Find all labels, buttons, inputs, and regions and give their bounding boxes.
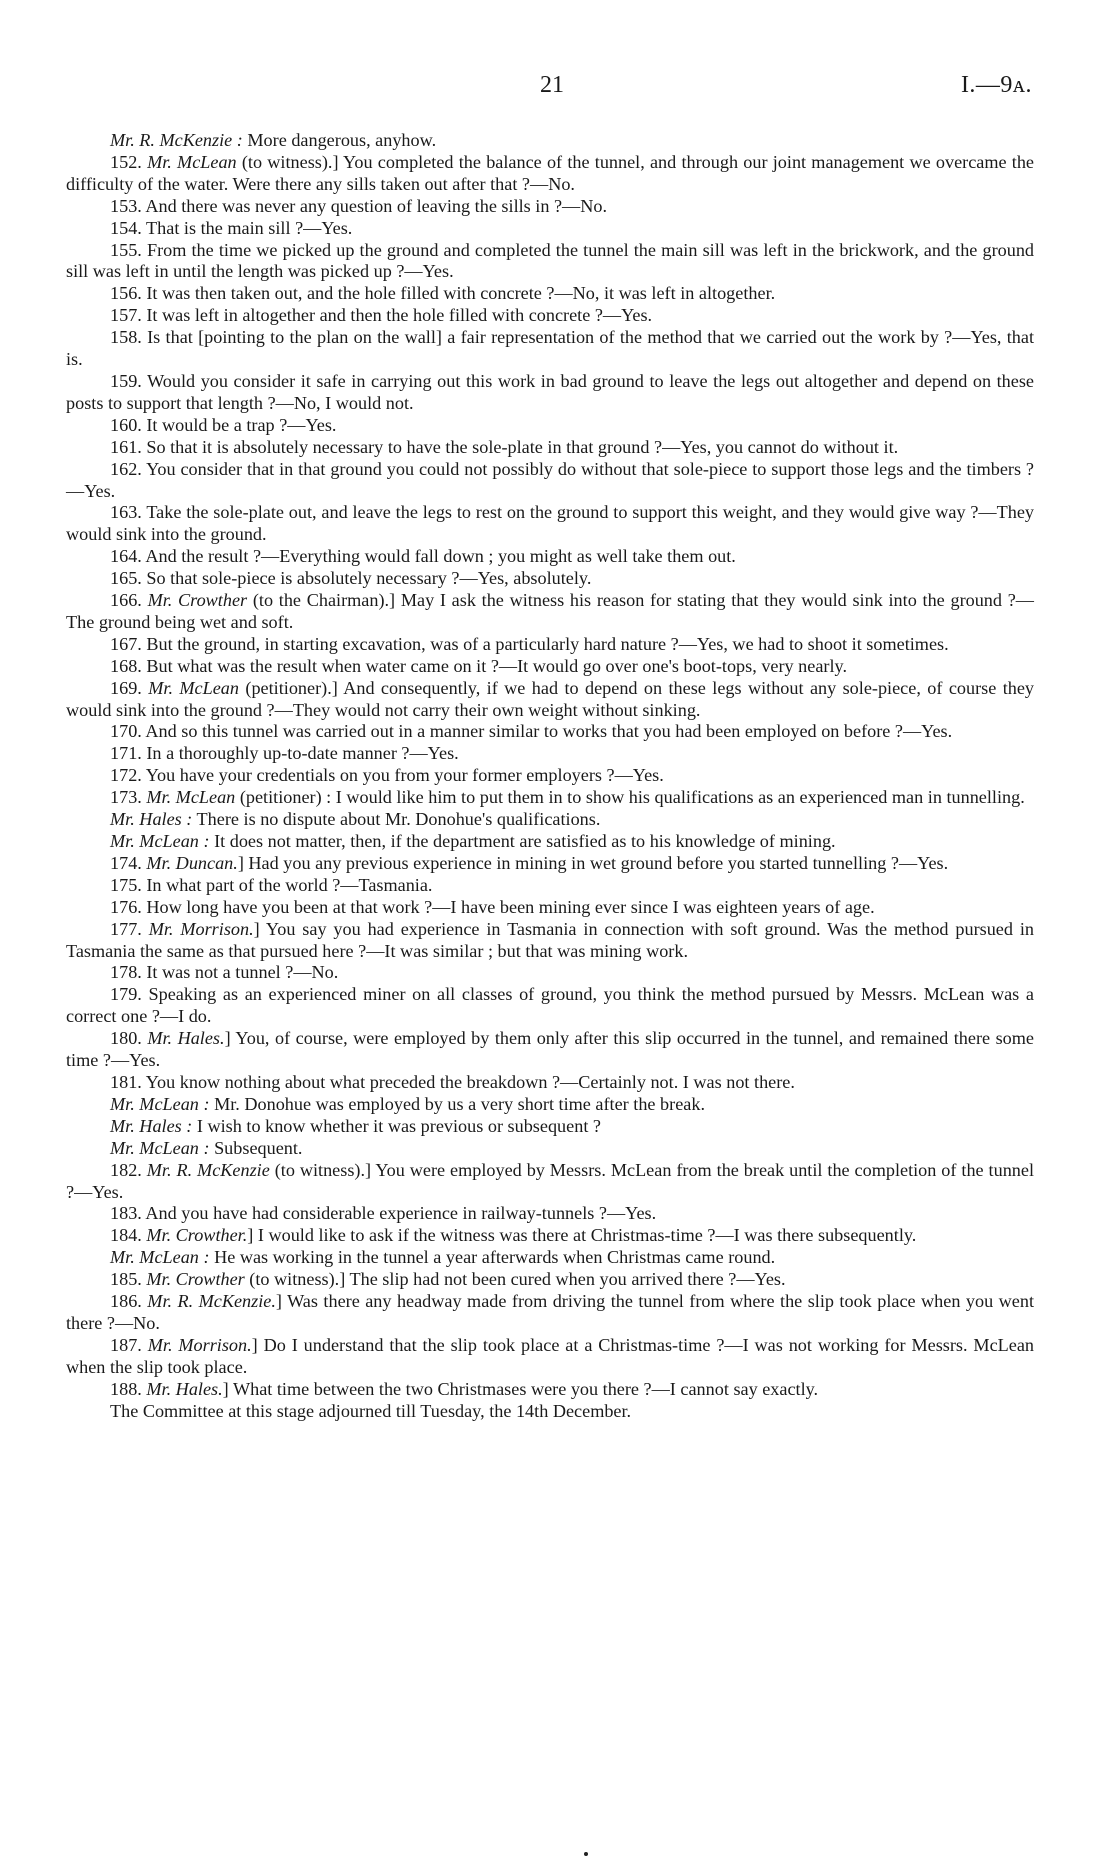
paragraph-text: It was left in altogether and then the hole filled with concrete ?—Yes.	[146, 305, 653, 326]
paragraph-text: It was then taken out, and the hole filled with concrete ?—No, it was left in altogether.	[146, 283, 776, 304]
evidence-paragraph	[66, 1379, 1034, 1401]
question-number: 152.	[110, 151, 142, 172]
question-number: 153.	[110, 195, 142, 216]
page-number: 21	[540, 72, 564, 98]
paragraph-text: That is the main sill ?—Yes.	[146, 217, 353, 238]
paragraph-text: ] Was there any headway made from driving the tunnel from where the slip took place when you went there ?—No.	[66, 1291, 1035, 1333]
question-number: 175.	[110, 874, 142, 895]
evidence-paragraph	[66, 962, 1034, 984]
paragraph-text: (petitioner) : I would like him to put them in to show his qualifications as an experienced man in tunnelling.	[235, 787, 1025, 808]
question-number: 168.	[110, 655, 142, 676]
paragraph-text: He was working in the tunnel a year afterwards when Christmas came round.	[209, 1247, 776, 1268]
question-number: 169.	[110, 677, 142, 698]
paragraph-text: Is that [pointing to the plan on the wall] a fair representation of the method that we carried out the work by ?—Yes, that is.	[66, 327, 1035, 370]
evidence-paragraph	[66, 1247, 1034, 1269]
question-number: 165.	[110, 568, 142, 589]
speaker-name: Mr. Hales :	[110, 1115, 193, 1136]
evidence-paragraph	[66, 1028, 1034, 1072]
evidence-paragraph	[66, 1203, 1034, 1225]
question-number: 174.	[110, 852, 142, 873]
evidence-paragraph	[66, 984, 1034, 1028]
question-number: 177.	[110, 918, 142, 939]
evidence-paragraph	[66, 415, 1034, 437]
paragraph-text: Would you consider it safe in carrying out this work in bad ground to leave the legs out altogether and depend on these posts to support that length ?—No, I would not.	[66, 370, 1034, 413]
paragraph-text: (to witness).] The slip had not been cured when you arrived there ?—Yes.	[244, 1269, 786, 1290]
paragraph-text: (to witness).] You were employed by Messrs. McLean from the break until the completion of the tunnel ?—Yes.	[66, 1159, 1035, 1202]
speaker-name: Mr. Duncan.	[146, 852, 238, 873]
speaker-name: Mr. Morrison.	[147, 1334, 252, 1355]
paragraph-text: Subsequent.	[209, 1137, 303, 1158]
speaker-name: Mr. R. McKenzie.	[147, 1291, 276, 1312]
paragraph-text: From the time we picked up the ground and completed the tunnel the main sill was left in the brickwork, and the ground sill was left in until the length was picked up ?—Yes.	[66, 239, 1035, 282]
question-number: 164.	[110, 546, 142, 567]
evidence-paragraph	[66, 568, 1034, 590]
evidence-paragraph	[66, 787, 1034, 809]
question-number: 178.	[110, 962, 142, 983]
question-number: 163.	[110, 502, 142, 523]
question-number: 167.	[110, 633, 142, 654]
evidence-paragraph	[66, 1094, 1034, 1116]
paragraph-text: (petitioner).] And consequently, if we had to depend on these legs without any sole-piece, of course they would sink into the ground ?—They would not carry their own weight without sinking.	[66, 677, 1035, 720]
speaker-name: Mr. R. McKenzie	[146, 1159, 270, 1180]
paragraph-text: But the ground, in starting excavation, was of a particularly hard nature ?—Yes, we had to shoot it sometimes.	[146, 633, 949, 654]
speaker-name: Mr. McLean :	[110, 1137, 210, 1158]
speaker-name: Mr. Hales.	[147, 1028, 225, 1049]
paragraph-text: In a thoroughly up-to-date manner ?—Yes.	[146, 743, 459, 764]
question-number: 176.	[110, 896, 142, 917]
evidence-paragraph	[66, 656, 1034, 678]
question-number: 170.	[110, 721, 142, 742]
paragraph-text: ] I would like to ask if the witness was there at Christmas-time ?—I was there subsequently.	[247, 1225, 917, 1246]
evidence-paragraph	[66, 1160, 1034, 1204]
paragraph-text: The Committee at this stage adjourned till Tuesday, the 14th December.	[110, 1400, 632, 1421]
evidence-paragraph	[66, 765, 1034, 787]
evidence-paragraph	[66, 437, 1034, 459]
evidence-paragraph	[66, 634, 1034, 656]
question-number: 181.	[110, 1071, 142, 1092]
paragraph-text: Mr. Donohue was employed by us a very short time after the break.	[209, 1093, 705, 1114]
paragraph-text: So that sole-piece is absolutely necessary ?—Yes, absolutely.	[146, 568, 592, 589]
paragraph-text: You know nothing about what preceded the breakdown ?—Certainly not. I was not there.	[145, 1071, 795, 1092]
paragraph-text: ] You, of course, were employed by them only after this slip occurred in the tunnel, and remained there some time ?—Yes.	[66, 1028, 1034, 1071]
question-number: 155.	[110, 239, 142, 260]
paragraph-text: Speaking as an experienced miner on all classes of ground, you think the method pursued by Messrs. McLean was a correct one ?—I do.	[66, 984, 1035, 1027]
evidence-paragraph	[66, 1401, 1034, 1423]
evidence-paragraph	[66, 130, 1034, 152]
question-number: 154.	[110, 217, 142, 238]
evidence-paragraph	[66, 1072, 1034, 1094]
evidence-paragraph	[66, 809, 1034, 831]
paragraph-text: (to witness).] You completed the balance of the tunnel, and through our joint management we overcame the difficulty of the water. Were there any sills taken out after that ?—No.	[66, 151, 1034, 194]
speaker-name: Mr. Crowther.	[146, 1225, 248, 1246]
paragraph-text: And so this tunnel was carried out in a manner similar to works that you had been employed on before ?—Yes.	[145, 721, 953, 742]
evidence-paragraph	[66, 152, 1034, 196]
question-number: 173.	[110, 787, 142, 808]
paragraph-text: Take the sole-plate out, and leave the legs to rest on the ground to support this weight, and they would give way ?—They would sink into the ground.	[66, 502, 1034, 545]
evidence-paragraph	[66, 1269, 1034, 1291]
page-header	[0, 72, 1114, 102]
question-number: 156.	[110, 283, 142, 304]
speaker-name: Mr. McLean :	[110, 831, 210, 851]
paragraph-text: And there was never any question of leaving the sills in ?—No.	[145, 195, 608, 216]
speaker-name: Mr. Crowther	[147, 590, 248, 611]
evidence-paragraph	[66, 283, 1034, 305]
evidence-paragraph	[66, 875, 1034, 897]
speaker-name: Mr. Hales :	[110, 809, 193, 830]
speaker-name: Mr. McLean :	[110, 1247, 210, 1268]
document-code: I.—9ᴀ.	[960, 72, 1032, 98]
evidence-paragraph	[66, 1335, 1034, 1379]
evidence-paragraph	[66, 1138, 1034, 1160]
question-number: 172.	[110, 765, 142, 786]
question-number: 182.	[110, 1159, 142, 1180]
paragraph-text: In what part of the world ?—Tasmania.	[146, 874, 433, 895]
evidence-paragraph	[66, 196, 1034, 218]
paragraph-text: It does not matter, then, if the department are satisfied as to his knowledge of mining.	[209, 831, 836, 851]
paragraph-text: You consider that in that ground you could not possibly do without that sole-piece to support those legs and the timbers ?—Yes.	[66, 458, 1035, 501]
question-number: 171.	[110, 743, 142, 764]
paragraph-text: ] Do I understand that the slip took place at a Christmas-time ?—I was not working for Messrs. McLean when the slip took place.	[66, 1334, 1035, 1377]
evidence-paragraph	[66, 853, 1034, 875]
evidence-paragraph	[66, 371, 1034, 415]
speaker-name: Mr. Morrison.	[148, 918, 254, 939]
evidence-paragraph	[66, 1291, 1034, 1335]
question-number: 180.	[110, 1028, 142, 1049]
minutes-of-evidence	[66, 130, 1034, 1422]
evidence-paragraph	[66, 721, 1034, 743]
evidence-paragraph	[66, 327, 1034, 371]
question-number: 162.	[110, 458, 142, 479]
decorative-dot	[584, 1852, 588, 1856]
evidence-paragraph	[66, 305, 1034, 327]
paragraph-text: (to the Chairman).] May I ask the witness his reason for stating that they would sink into the ground ?—The ground being wet and soft.	[66, 590, 1034, 632]
paragraph-text: So that it is absolutely necessary to have the sole-plate in that ground ?—Yes, you cannot do without it.	[146, 436, 899, 457]
paragraph-text: You have your credentials on you from your former employers ?—Yes.	[145, 765, 664, 786]
paragraph-text: ] Had you any previous experience in mining in wet ground before you started tunnelling ?—Yes.	[237, 852, 949, 873]
evidence-paragraph	[66, 1116, 1034, 1138]
paragraph-text: But what was the result when water came on it ?—It would go over one's boot-tops, very nearly.	[146, 655, 847, 676]
paragraph-text: It was not a tunnel ?—No.	[146, 962, 339, 983]
paragraph-text: ] What time between the two Christmases were you there ?—I cannot say exactly.	[222, 1378, 819, 1399]
paragraph-text: ] You say you had experience in Tasmania in connection with soft ground. Was the method pursued in Tasmania the same as that pursued here ?—It was similar ; but that was mining work.	[66, 918, 1035, 961]
paragraph-text: More dangerous, anyhow.	[242, 130, 437, 150]
evidence-paragraph	[66, 459, 1034, 503]
speaker-name: Mr. McLean	[147, 151, 237, 172]
speaker-name: Mr. R. McKenzie :	[110, 130, 243, 150]
paragraph-text: And you have had considerable experience in railway-tunnels ?—Yes.	[145, 1203, 657, 1224]
question-number: 185.	[110, 1269, 142, 1290]
question-number: 161.	[110, 436, 142, 457]
speaker-name: Mr. McLean	[146, 787, 236, 808]
speaker-name: Mr. McLean :	[110, 1093, 210, 1114]
paragraph-text: It would be a trap ?—Yes.	[146, 414, 337, 435]
evidence-paragraph	[66, 743, 1034, 765]
question-number: 179.	[110, 984, 142, 1005]
question-number: 158.	[110, 327, 142, 348]
question-number: 159.	[110, 370, 142, 391]
speaker-name: Mr. Hales.	[146, 1378, 223, 1399]
paragraph-text: How long have you been at that work ?—I have been mining ever since I was eighteen years of age.	[146, 896, 875, 917]
evidence-paragraph	[66, 897, 1034, 919]
paragraph-text: And the result ?—Everything would fall down ; you might as well take them out.	[145, 546, 736, 567]
question-number: 188.	[110, 1378, 142, 1399]
question-number: 186.	[110, 1291, 142, 1312]
evidence-paragraph	[66, 546, 1034, 568]
evidence-paragraph	[66, 218, 1034, 240]
speaker-name: Mr. Crowther	[146, 1269, 245, 1290]
question-number: 160.	[110, 414, 142, 435]
evidence-paragraph	[66, 590, 1034, 634]
question-number: 184.	[110, 1225, 142, 1246]
evidence-paragraph	[66, 831, 1034, 853]
evidence-paragraph	[66, 919, 1034, 963]
evidence-paragraph	[66, 502, 1034, 546]
question-number: 166.	[110, 590, 142, 611]
paragraph-text: I wish to know whether it was previous or subsequent ?	[192, 1115, 601, 1136]
speaker-name: Mr. McLean	[148, 677, 239, 698]
question-number: 183.	[110, 1203, 142, 1224]
paragraph-text: There is no dispute about Mr. Donohue's qualifications.	[192, 809, 601, 830]
evidence-paragraph	[66, 678, 1034, 722]
question-number: 157.	[110, 305, 142, 326]
question-number: 187.	[110, 1334, 142, 1355]
evidence-paragraph	[66, 240, 1034, 284]
evidence-paragraph	[66, 1225, 1034, 1247]
